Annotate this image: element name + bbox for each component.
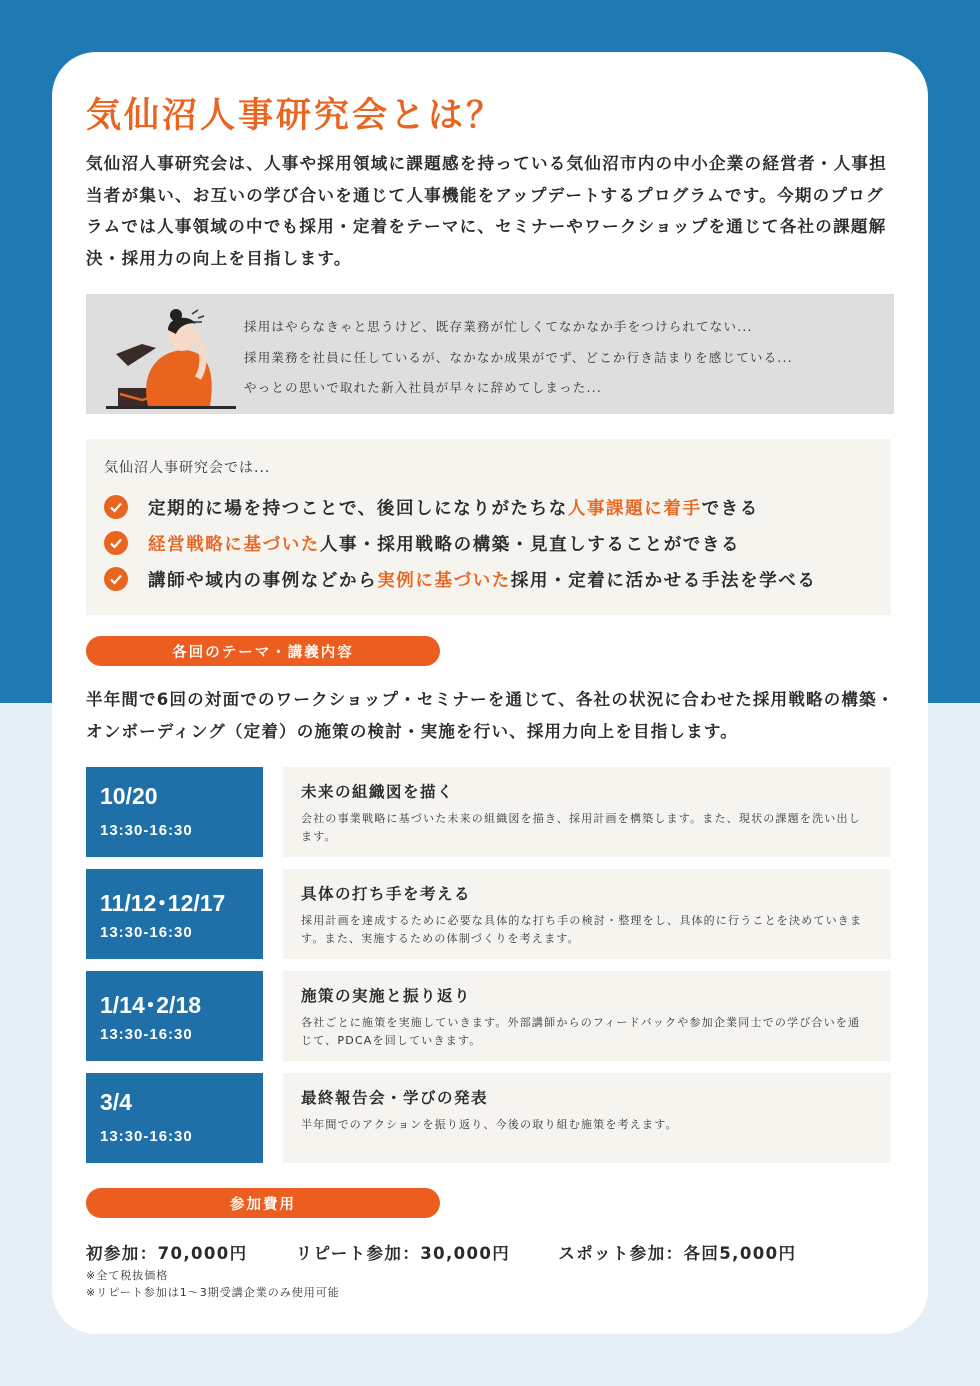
intro-paragraph: 気仙沼人事研究会は、人事や採用領域に課題感を持っている気仙沼市内の中小企業の経営者・人事担当者が集い、お互いの学び合いを通じて人事機能をアップデートするプログラムです。今期のプログラムでは人事領域の中でも採用・定着をテーマに、セミナーやワークショップを通じて各社の課題解決・採用力の向上を目指します。: [86, 154, 887, 268]
session-title: 施策の実施と振り返り: [301, 987, 472, 1005]
session-title: 具体の打ち手を考える: [301, 885, 472, 903]
session-time: 13:30-16:30: [100, 924, 193, 941]
worry-line: 採用はやらなきゃと思うけど、既存業務が忙しくてなかなか手をつけられてない...: [244, 319, 753, 334]
session-time: 13:30-16:30: [100, 822, 193, 839]
merits-panel: [86, 439, 891, 615]
check-icon: [104, 531, 128, 555]
worried-person-illustration: [106, 308, 236, 414]
worry-line: やっとの思いで取れた新入社員が早々に辞めてしまった...: [244, 380, 603, 395]
fee-first-time: 初参加：70,000円: [86, 1244, 248, 1263]
check-icon: [104, 495, 128, 519]
worries-panel: [86, 294, 894, 414]
fees-list: [86, 1240, 844, 1264]
merit-item: [104, 494, 759, 520]
session-detail: [283, 971, 891, 1061]
session-detail: [283, 869, 891, 959]
fee-note: ※リピート参加は1〜3期受講企業のみ使用可能: [86, 1286, 340, 1299]
check-icon: [104, 567, 128, 591]
page-title: 気仙沼人事研究会とは？: [86, 96, 505, 136]
merit-text: 講師や域内の事例などから: [148, 570, 378, 591]
session-description: 半年間でのアクションを振り返り、今後の取り組む施策を考えます。: [301, 1118, 678, 1131]
session-detail: [283, 1073, 891, 1163]
session-title: 未来の組織図を描く: [301, 783, 455, 801]
session-detail: [283, 767, 891, 857]
themes-section-label: 各回のテーマ・講義内容: [86, 636, 440, 666]
merit-item: [104, 530, 740, 556]
session-date: 11/12･12/17: [100, 890, 226, 916]
session-date: 10/20: [100, 783, 158, 809]
merit-highlight: 経営戦略に基づいた: [148, 534, 320, 555]
session-date: 1/14･2/18: [100, 992, 202, 1018]
session-date-box: [86, 971, 263, 1061]
fee-note: ※全て税抜価格: [86, 1269, 169, 1282]
merits-heading: 気仙沼人事研究会では...: [104, 460, 271, 476]
fee-repeat: リピート参加：30,000円: [295, 1244, 511, 1263]
worry-line: 採用業務を社員に任しているが、なかなか成果がでず、どこか行き詰まりを感じている...: [244, 349, 793, 365]
session-title: 最終報告会・学びの発表: [301, 1089, 489, 1107]
merit-text: 人事・採用戦略の構築・見直しすることができる: [319, 534, 741, 555]
session-time: 13:30-16:30: [100, 1128, 193, 1145]
merit-highlight: 実例に基づいた: [377, 570, 511, 591]
session-date-box: [86, 869, 263, 959]
session-date: 3/4: [100, 1089, 132, 1115]
session-time: 13:30-16:30: [100, 1026, 193, 1043]
session-description: 会社の事業戦略に基づいた未来の組織図を描き、採用計画を構築します。また、現状の課題を洗い出します。: [301, 812, 861, 843]
merit-text: 定期的に場を持つことで、後回しになりがたちな: [148, 498, 568, 519]
themes-description: 半年間で6回の対面でのワークショップ・セミナーを通じて、各社の状況に合わせた採用戦略の構築・オンボーディング（定着）の施策の検討・実施を行い、採用力向上を目指します。: [86, 690, 895, 741]
session-description: 採用計画を達成するために必要な具体的な打ち手の検討・整理をし、具体的に行うことを決めていきます。また、実施するための体制づくりを考えます。: [301, 914, 863, 945]
merit-text: できる: [701, 498, 759, 519]
merit-item: [104, 566, 817, 592]
merit-text: 採用・定着に活かせる手法を学べる: [510, 570, 817, 591]
fees-section-label: 参加費用: [86, 1188, 440, 1218]
session-date-box: [86, 1073, 263, 1163]
session-description: 各社ごとに施策を実施していきます。外部講師からのフィードバックや参加企業同士での学び合いを通じて、PDCAを回していきます。: [301, 1016, 861, 1047]
merit-highlight: 人事課題に着手: [567, 498, 702, 519]
fee-spot: スポット参加：各回5,000円: [558, 1244, 797, 1263]
session-date-box: [86, 767, 263, 857]
